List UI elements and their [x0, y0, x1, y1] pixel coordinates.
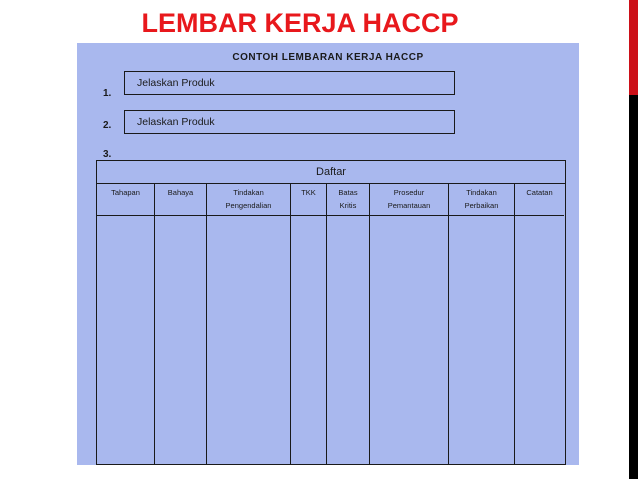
column-tahapan: [97, 184, 155, 465]
edge-accent-red: [629, 0, 638, 95]
item-box-2: Jelaskan Produk: [124, 110, 455, 134]
column-tindakan-perbaikan: [449, 184, 515, 465]
column-batas-kritis: [327, 184, 370, 465]
column-header: Prosedur Pemantauan: [370, 184, 448, 216]
item-number-2: 2.: [103, 120, 112, 131]
item-number-1: 1.: [103, 88, 112, 99]
worksheet-heading: CONTOH LEMBARAN KERJA HACCP: [232, 52, 424, 63]
column-catatan: [515, 184, 564, 465]
column-prosedur-pemantauan: [370, 184, 449, 465]
column-header: TKK: [291, 184, 326, 216]
slide-title: LEMBAR KERJA HACCP: [141, 8, 459, 38]
column-header: Catatan: [515, 184, 564, 216]
item-box-1: Jelaskan Produk: [124, 71, 455, 95]
haccp-worksheet-image: [77, 43, 579, 465]
column-header: Tindakan Perbaikan: [449, 184, 514, 216]
column-header: Bahaya: [155, 184, 206, 216]
column-header: Tindakan Pengendalian: [207, 184, 290, 216]
daftar-table-title: Daftar: [97, 161, 565, 184]
item-number-3: 3.: [103, 149, 112, 160]
column-tkk: [291, 184, 327, 465]
edge-accent-black: [629, 95, 638, 479]
daftar-table: [96, 160, 566, 465]
column-header: Batas Kritis: [327, 184, 369, 216]
column-tindakan-pengendalian: [207, 184, 291, 465]
column-header: Tahapan: [97, 184, 154, 216]
column-bahaya: [155, 184, 207, 465]
